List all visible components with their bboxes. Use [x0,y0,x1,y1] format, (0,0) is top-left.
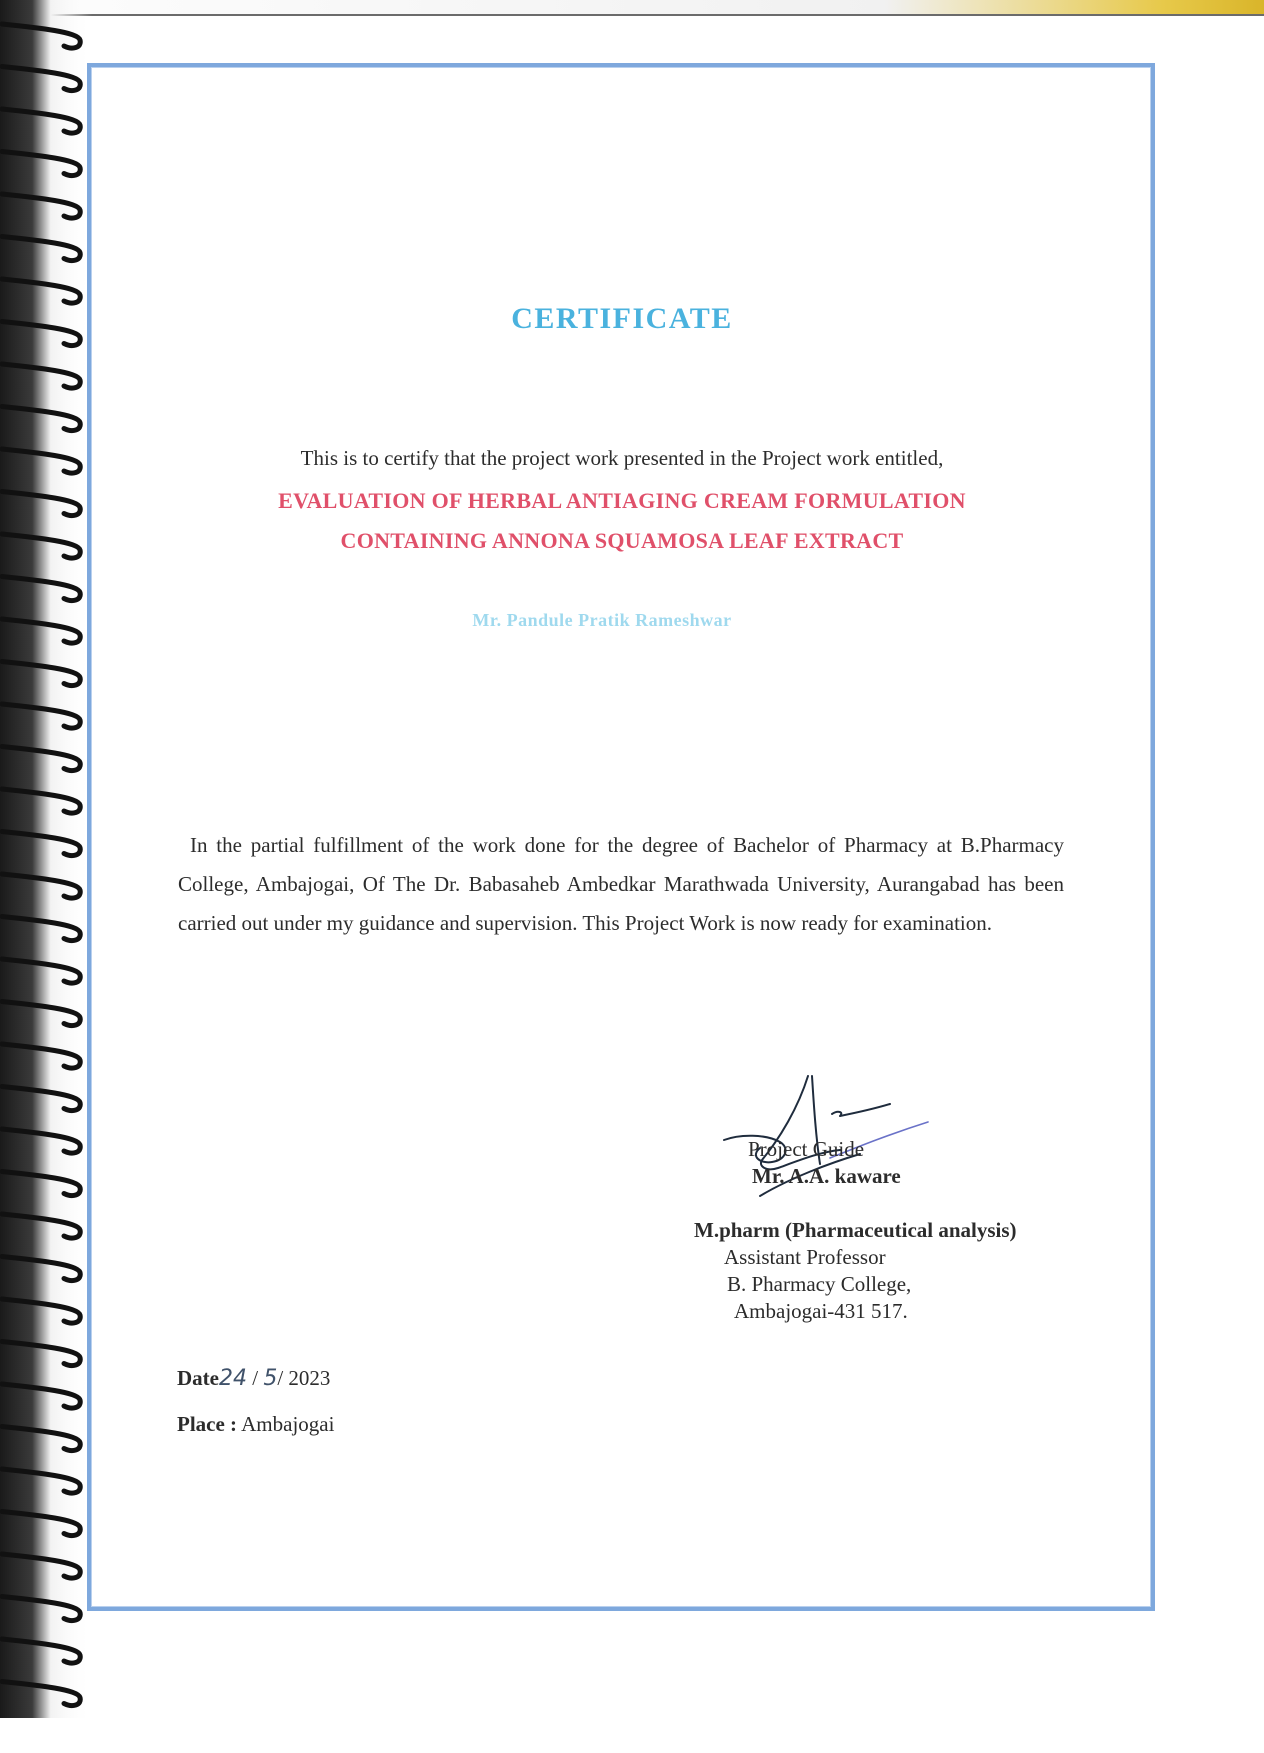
place-value: Ambajogai [241,1412,335,1436]
project-title-line-2: CONTAINING ANNONA SQUAMOSA LEAF EXTRACT [340,528,904,553]
date-label: Date [177,1366,219,1390]
certificate-body: In the partial fulfillment of the work done for the degree of Bachelor of Pharmacy at B.Pharmacy College, Ambajogai, Of The Dr. Babasaheb Ambedkar Marathwada University, Aurangabad has been carried out under my guidance and supervision. This Project Work is now ready for examination. [178,833,1064,935]
certificate-intro: This is to certify that the project work presented in the Project work entitled, [300,446,944,470]
guide-college: B. Pharmacy College, [727,1272,912,1296]
place-row [177,1412,334,1437]
date-day-handwritten: 24 [218,1366,247,1391]
guide-designation: Assistant Professor [724,1245,886,1269]
date-row [177,1366,330,1391]
student-name: Mr. Pandule Pratik Rameshwar [472,610,732,630]
date-separator: / [277,1366,289,1390]
date-month-handwritten: 5 [263,1366,278,1391]
guide-address: Ambajogai-431 517. [734,1299,908,1323]
date-year: 2023 [288,1366,331,1390]
guide-qualification: M.pharm (Pharmaceutical analysis) [694,1218,1017,1242]
certificate-title: CERTIFICATE [511,302,733,335]
page-top-edge [0,0,1264,16]
project-title-line-1: EVALUATION OF HERBAL ANTIAGING CREAM FORMULATION [278,488,966,513]
guide-label: Project Guide [748,1137,865,1161]
spiral-binding [0,0,92,1718]
guide-name: Mr. A.A. kaware [752,1164,901,1188]
date-separator: / [246,1366,264,1390]
place-label: Place : [177,1412,238,1436]
